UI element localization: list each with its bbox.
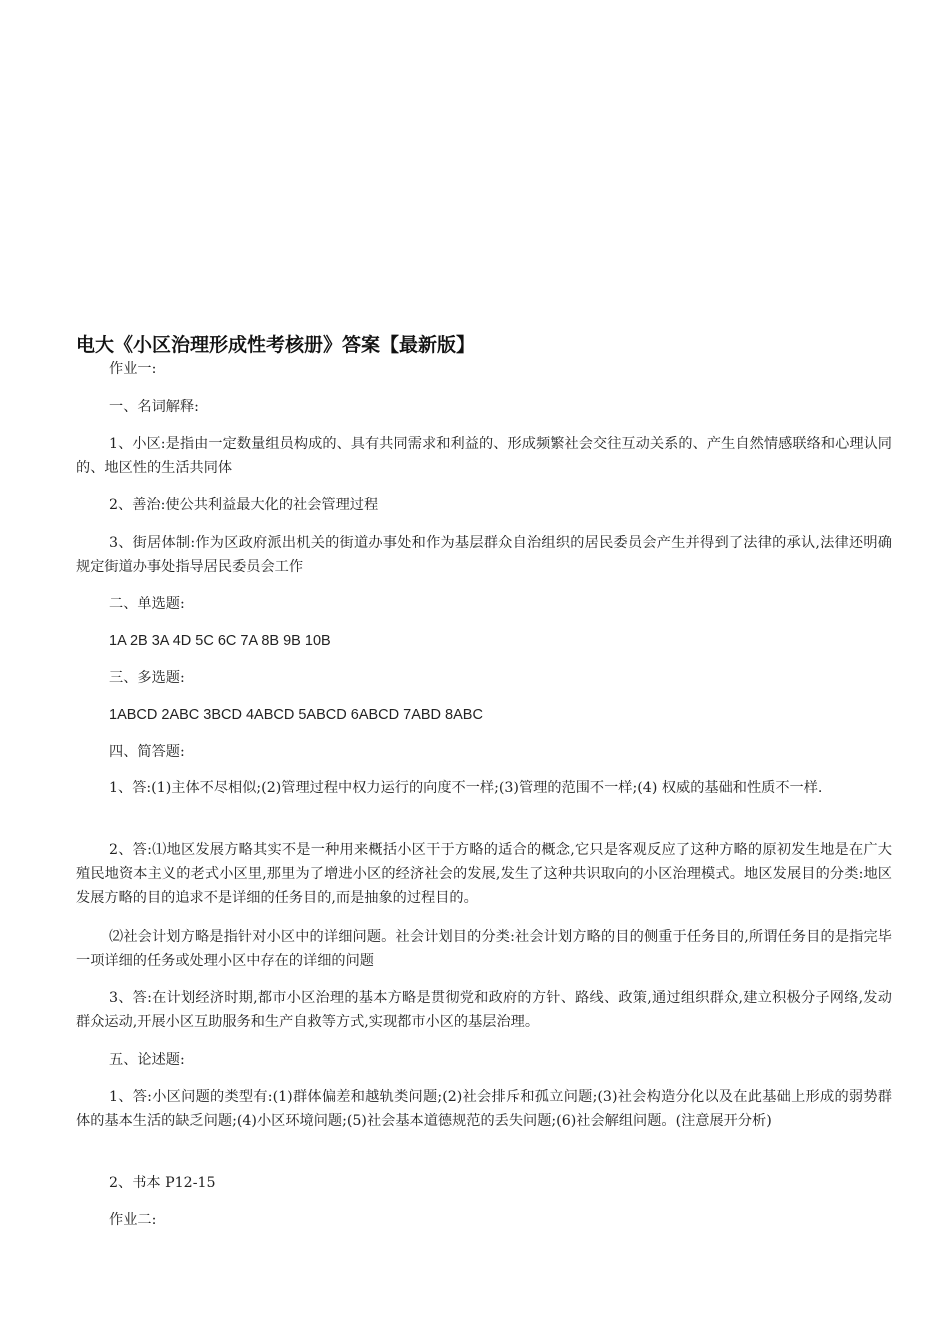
short-answer-1: 1、答:(1)主体不尽相似;(2)管理过程中权力运行的向度不一样;(3)管理的范围不一样;(4) 权威的基础和性质不一样. bbox=[109, 780, 823, 796]
short-answer-2-part-2: ⑵社会计划方略是指针对小区中的详细问题。社会计划目的分类:社会计划方略的目的侧重于任务目的,所谓任务目的是指完毕一项详细的任务或处理小区中存在的详细的问题 bbox=[76, 929, 892, 969]
essay-answer-1: 1、答:小区问题的类型有:(1)群体偏差和越轨类问题;(2)社会排斥和孤立问题;(3)社会构造分化以及在此基础上形成的弱势群体的基本生活的缺乏问题;(4)小区环境问题;(5)社会基本道德规范的丢失问题;(6)社会解组问题。(注意展开分析) bbox=[76, 1089, 892, 1129]
document-title: 电大《小区治理形成性考核册》答案【最新版】 bbox=[76, 334, 476, 356]
essay-answer-2: 2、书本 P12-15 bbox=[109, 1175, 216, 1191]
section-heading-essay: 五、论述题: bbox=[109, 1052, 185, 1068]
term-definition-1: 1、小区:是指由一定数量组员构成的、具有共同需求和利益的、形成频繁社会交往互动关系的、产生自然情感联络和心理认同的、地区性的生活共同体 bbox=[76, 436, 892, 476]
section-heading-single-choice: 二、单选题: bbox=[109, 596, 185, 612]
multi-choice-answers: 1ABCD 2ABC 3BCD 4ABCD 5ABCD 6ABCD 7ABD 8ABC bbox=[109, 707, 483, 723]
section-heading-short-answer: 四、简答题: bbox=[109, 744, 185, 760]
section-heading-multi-choice: 三、多选题: bbox=[109, 670, 185, 686]
term-definition-2: 2、善治:使公共利益最大化的社会管理过程 bbox=[109, 497, 379, 513]
short-answer-3: 3、答:在计划经济时期,都市小区治理的基本方略是贯彻党和政府的方针、路线、政策,通过组织群众,建立积极分子网络,发动群众运动,开展小区互助服务和生产自救等方式,实现都市小区的基层治理。 bbox=[76, 990, 892, 1030]
section-heading-homework-1: 作业一: bbox=[109, 361, 157, 377]
section-heading-terms: 一、名词解释: bbox=[109, 399, 199, 415]
term-definition-3: 3、街居体制:作为区政府派出机关的街道办事处和作为基层群众自治组织的居民委员会产生并得到了法律的承认,法律还明确规定街道办事处指导居民委员会工作 bbox=[76, 535, 892, 575]
short-answer-2: 2、答:⑴地区发展方略其实不是一种用来概括小区干于方略的适合的概念,它只是客观反应了这种方略的原初发生地是在广大殖民地资本主义的老式小区里,那里为了增进小区的经济社会的发展,发生了这种共识取向的小区治理模式。地区发展目的分类:地区发展方略的目的追求不是详细的任务目的,而是抽象的过程目的。 bbox=[76, 842, 892, 906]
single-choice-answers: 1A 2B 3A 4D 5C 6C 7A 8B 9B 10B bbox=[109, 633, 331, 649]
section-heading-homework-2: 作业二: bbox=[109, 1212, 157, 1228]
